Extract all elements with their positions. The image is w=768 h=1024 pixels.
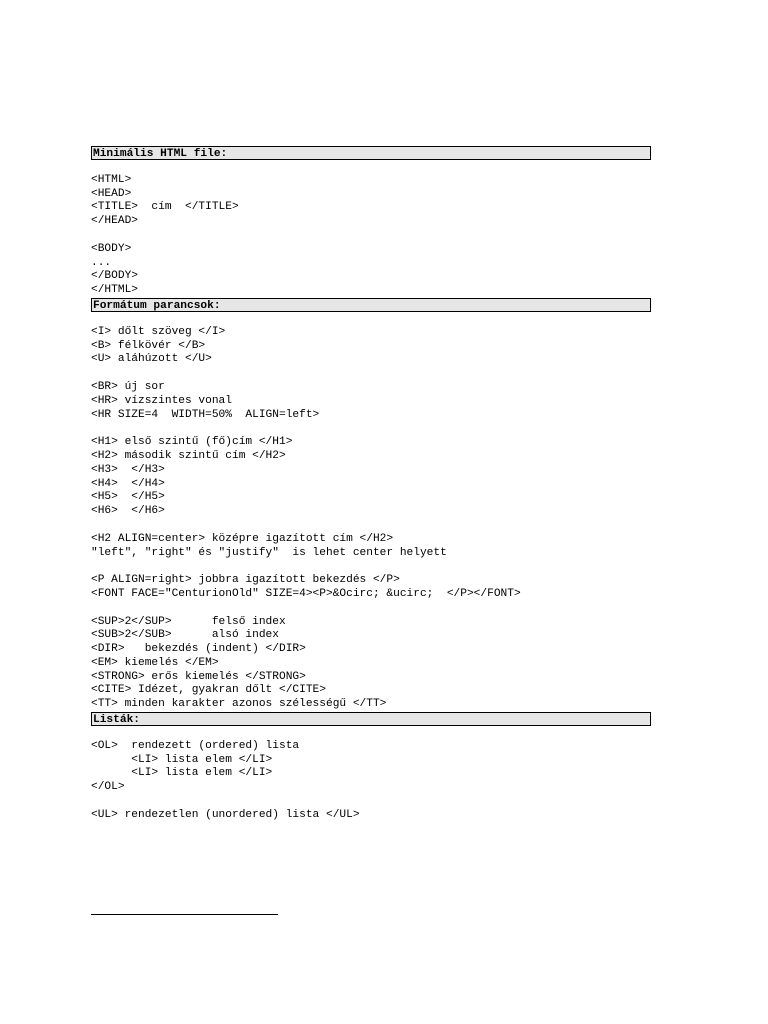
spacer — [91, 795, 651, 809]
code-line: <H4> </H4> — [91, 477, 165, 490]
spacer — [91, 519, 651, 533]
spacer — [91, 160, 651, 174]
footnote-separator — [91, 914, 278, 915]
code-line: <FONT FACE="CenturionOld" SIZE=4><P>&Ocirc; &ucirc; </P></FONT> — [91, 587, 521, 600]
code-line: <OL> rendezett (ordered) lista — [91, 739, 300, 752]
code-line: <H1> első szintű (fő)cím </H1> — [91, 436, 293, 449]
code-line: <BODY> — [91, 242, 132, 255]
code-block — [91, 243, 651, 298]
code-line: <H2> második szintű cím </H2> — [91, 449, 286, 462]
code-line: <B> félkövér </B> — [91, 339, 206, 352]
spacer — [91, 726, 651, 740]
spacer — [91, 229, 651, 243]
code-block — [91, 326, 651, 367]
code-line: </OL> — [91, 781, 125, 794]
code-block — [91, 381, 651, 422]
code-block — [91, 740, 651, 795]
section-header-lists: Listák: — [91, 712, 651, 726]
code-line: "left", "right" és "justify" is lehet center helyett — [91, 546, 447, 559]
spacer — [91, 422, 651, 436]
code-line: <TT> minden karakter azonos szélességű </TT> — [91, 698, 387, 711]
code-line: <LI> lista elem </LI> — [91, 767, 273, 780]
code-line: <BR> új sor — [91, 380, 165, 393]
code-block — [91, 174, 651, 229]
code-line: <LI> lista elem </LI> — [91, 753, 273, 766]
code-line: <HEAD> — [91, 187, 132, 200]
code-line: <U> aláhúzott </U> — [91, 353, 212, 366]
section-header-minimal-html: Minimális HTML file: — [91, 146, 651, 160]
code-block — [91, 616, 651, 713]
code-line: <DIR> bekezdés (indent) </DIR> — [91, 643, 306, 656]
code-line: <SUP>2</SUP> felső index — [91, 615, 286, 628]
code-line: <H6> </H6> — [91, 505, 165, 518]
code-line: <UL> rendezetlen (unordered) lista </UL> — [91, 808, 360, 821]
code-line: <TITLE> cím </TITLE> — [91, 201, 239, 214]
code-line: </HEAD> — [91, 215, 138, 228]
code-line: </HTML> — [91, 284, 138, 297]
code-line: </BODY> — [91, 270, 138, 283]
code-line: <HR SIZE=4 WIDTH=50% ALIGN=left> — [91, 408, 320, 421]
spacer — [91, 602, 651, 616]
code-line: <I> dőlt szöveg </I> — [91, 325, 226, 338]
code-block — [91, 809, 651, 823]
code-line: <CITE> Idézet, gyakran dőlt </CITE> — [91, 684, 326, 697]
code-block — [91, 436, 651, 519]
spacer — [91, 312, 651, 326]
code-line: <H5> </H5> — [91, 491, 165, 504]
code-line: <HTML> — [91, 173, 132, 186]
spacer — [91, 560, 651, 574]
code-line: <EM> kiemelés </EM> — [91, 656, 219, 669]
section-header-format-commands: Formátum parancsok: — [91, 298, 651, 312]
code-line: <HR> vízszintes vonal — [91, 394, 232, 407]
code-block — [91, 533, 651, 561]
code-line: <H2 ALIGN=center> középre igazított cím </H2> — [91, 532, 394, 545]
document-page — [91, 146, 651, 823]
code-line: ... — [91, 256, 112, 269]
code-line: <SUB>2</SUB> alsó index — [91, 629, 279, 642]
code-line: <H3> </H3> — [91, 463, 165, 476]
code-line: <STRONG> erős kiemelés </STRONG> — [91, 670, 306, 683]
code-line: <P ALIGN=right> jobbra igazított bekezdés </P> — [91, 574, 400, 587]
code-block — [91, 574, 651, 602]
spacer — [91, 367, 651, 381]
